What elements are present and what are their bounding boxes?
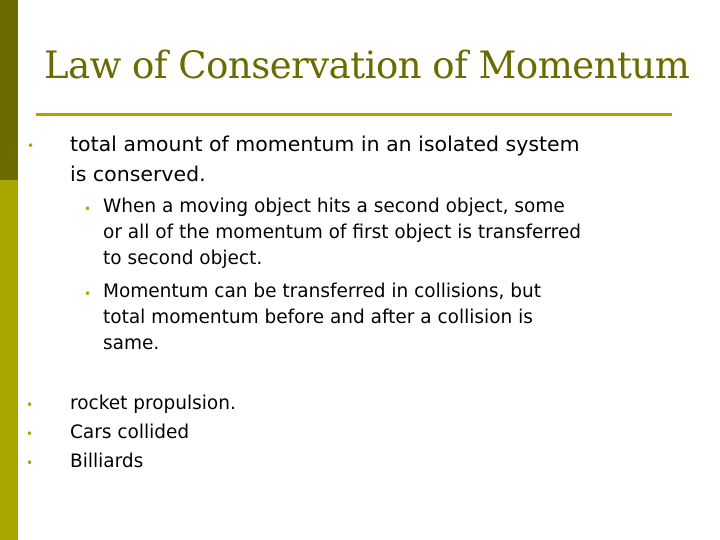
sub-point-2-line-3: same. bbox=[103, 333, 160, 354]
sub-point-1-line-2: or all of the momentum of first object is transferred bbox=[103, 222, 581, 243]
example-item-3: Billiards bbox=[70, 451, 144, 472]
sub-bullet-icon: • bbox=[84, 287, 92, 301]
main-point-line-1: total amount of momentum in an isolated system bbox=[70, 132, 580, 156]
bullet-icon: • bbox=[27, 139, 35, 153]
sub-point-2-line-2: total momentum before and after a collision is bbox=[103, 307, 533, 328]
example-item-2: Cars collided bbox=[70, 422, 190, 443]
sub-bullet-icon: • bbox=[84, 202, 92, 216]
sub-point-1-line-1: When a moving object hits a second object, some bbox=[103, 196, 565, 217]
sub-point-2-line-1: Momentum can be transferred in collisions, but bbox=[103, 281, 541, 302]
bullet-icon: • bbox=[26, 427, 34, 441]
slide-title: Law of Conservation of Momentum bbox=[44, 44, 690, 87]
sub-point-1-line-3: to second object. bbox=[103, 248, 263, 269]
main-point-line-2: is conserved. bbox=[70, 162, 206, 186]
bullet-icon: • bbox=[26, 398, 34, 412]
example-item-1: rocket propulsion. bbox=[70, 393, 236, 414]
bullet-icon: • bbox=[26, 456, 34, 470]
